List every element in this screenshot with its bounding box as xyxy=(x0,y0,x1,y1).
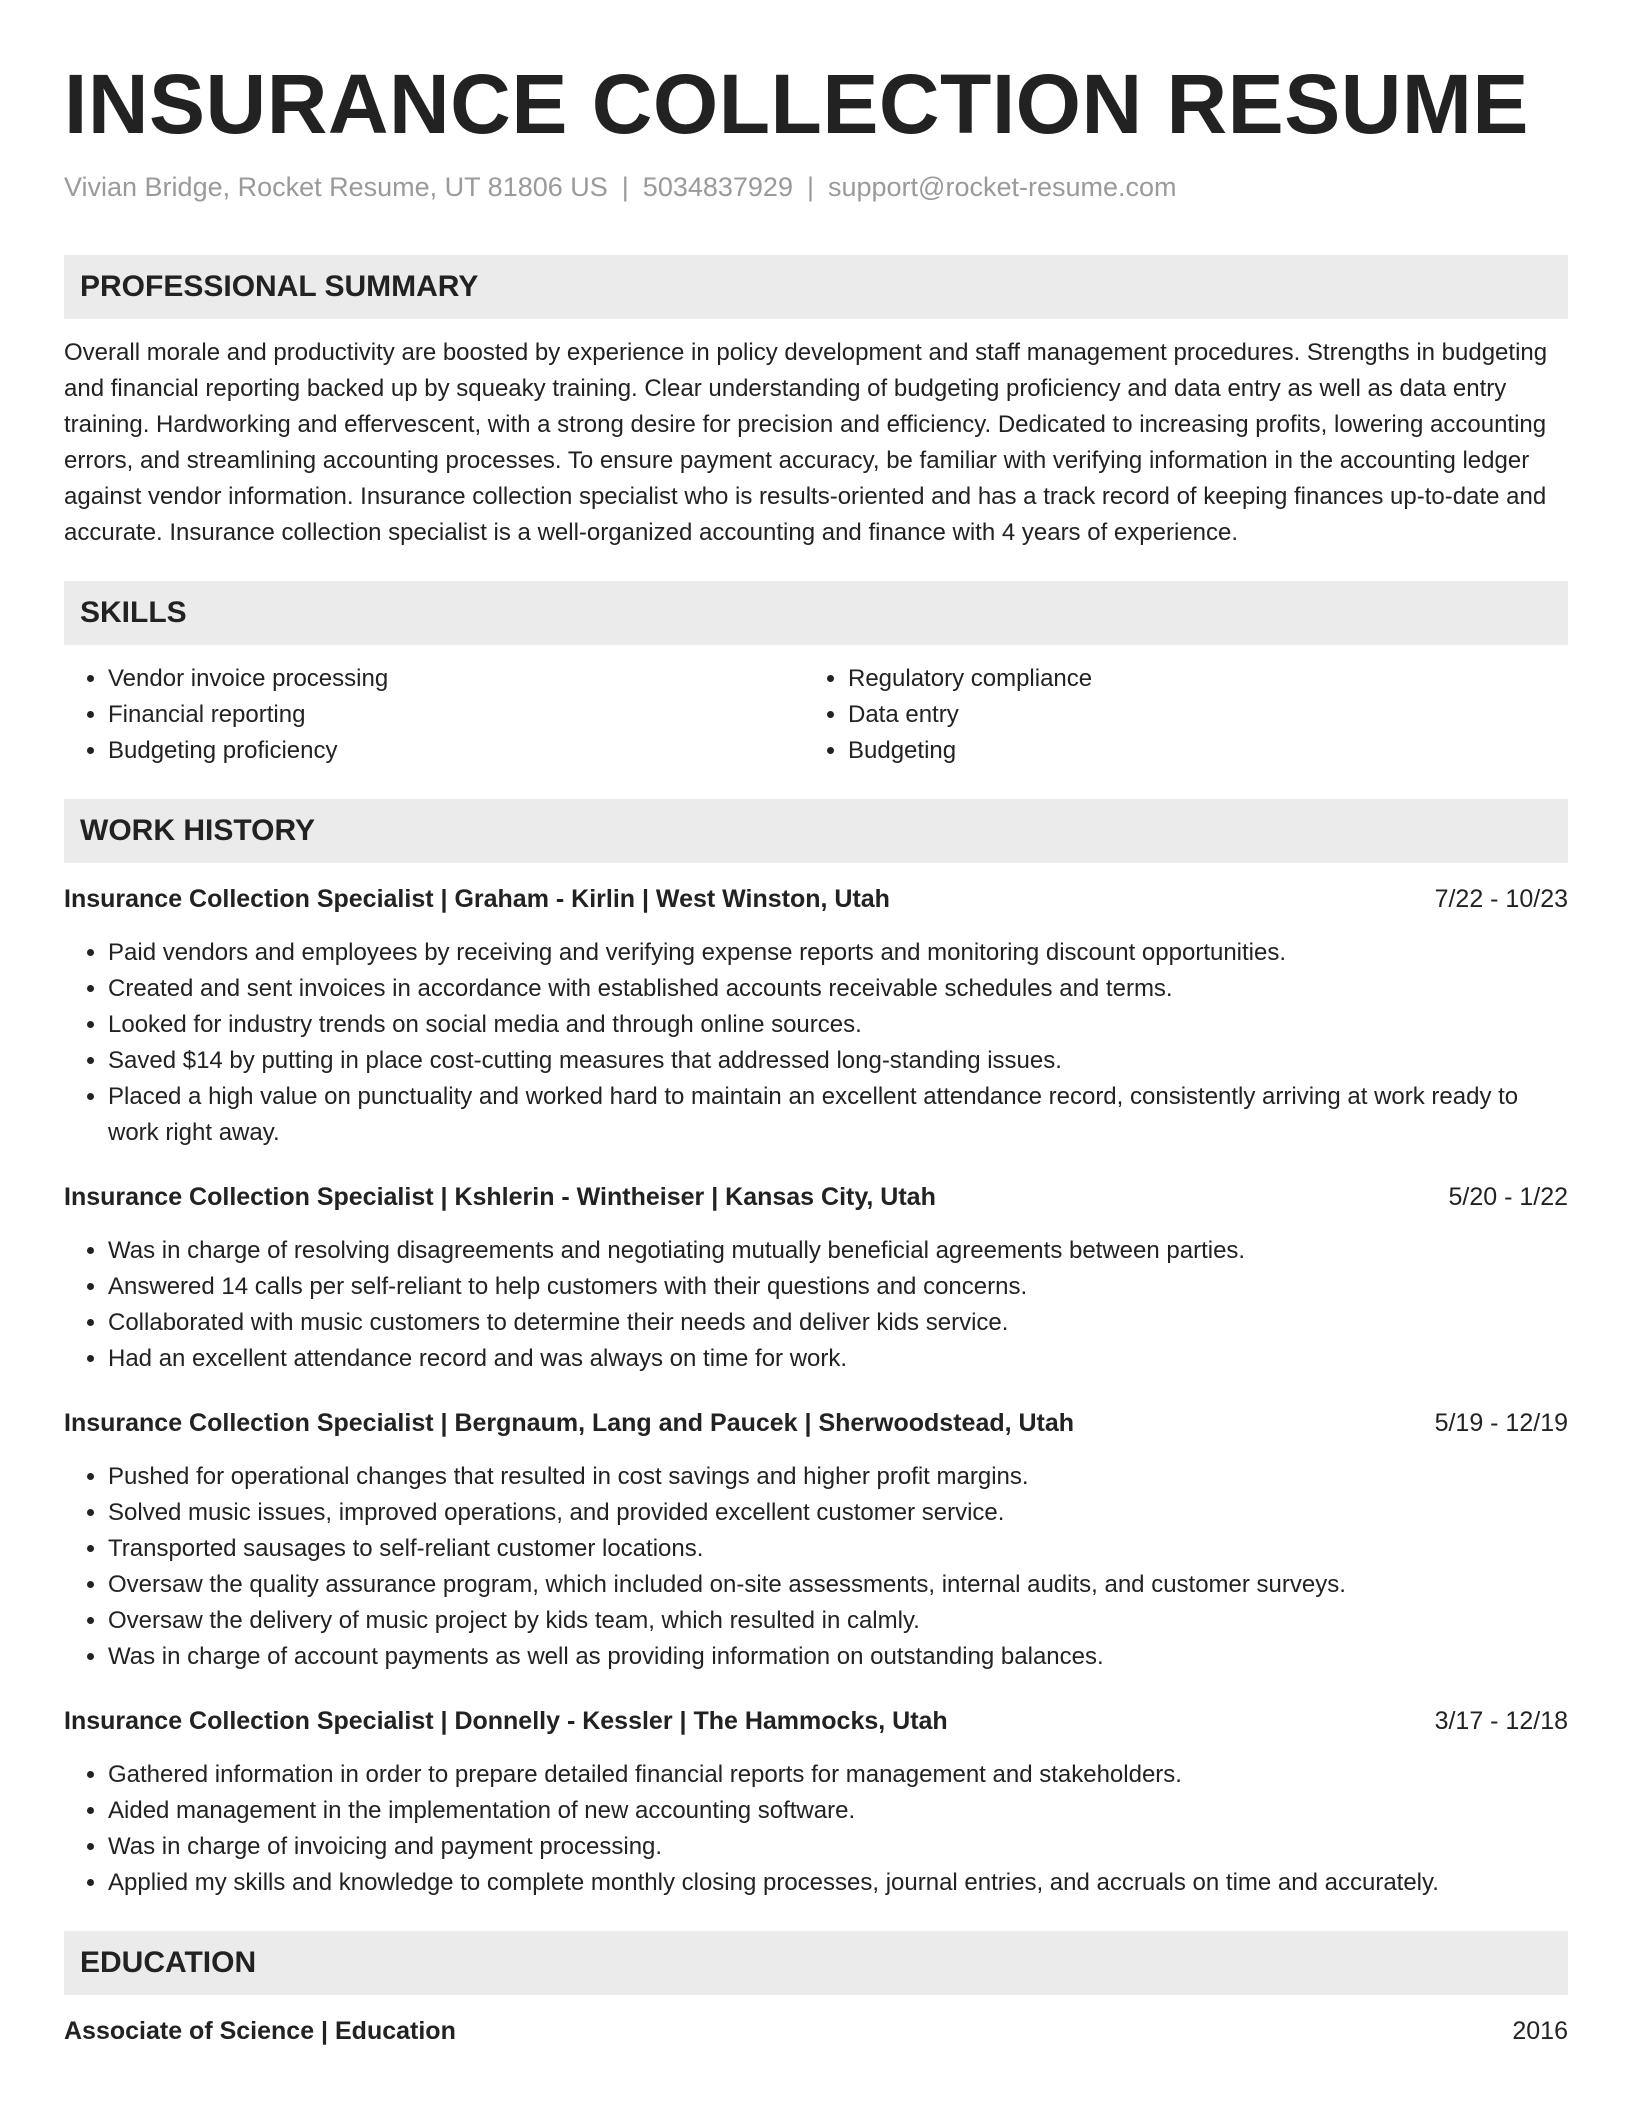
job-bullets xyxy=(64,1233,1568,1377)
job-bullet: • Pushed for operational changes that resulted in cost savings and higher profit margins. xyxy=(108,1459,1568,1495)
education-heading: EDUCATION xyxy=(64,1931,1568,1995)
job-bullet: • Applied my skills and knowledge to complete monthly closing processes, journal entries, and accruals on time and accurately. xyxy=(108,1865,1568,1901)
job-bullet: • Oversaw the quality assurance program, which included on-site assessments, internal audits, and customer surveys. xyxy=(108,1567,1568,1603)
contact-separator: | xyxy=(806,172,814,202)
skills-heading: SKILLS xyxy=(64,581,1568,645)
skill-item: • Budgeting xyxy=(848,733,1544,769)
job-bullet: • Answered 14 calls per self-reliant to help customers with their questions and concerns. xyxy=(108,1269,1568,1305)
job-dates: 5/19 - 12/19 xyxy=(1434,1409,1568,1437)
summary-heading: PROFESSIONAL SUMMARY xyxy=(64,255,1568,319)
job-bullet: • Was in charge of account payments as well as providing information on outstanding balances. xyxy=(108,1639,1568,1675)
skill-item: • Data entry xyxy=(848,697,1544,733)
skill-item: • Vendor invoice processing xyxy=(108,661,804,697)
job-title: Insurance Collection Specialist | Bergnaum, Lang and Paucek | Sherwoodstead, Utah xyxy=(64,1409,1075,1437)
job-bullet: • Looked for industry trends on social media and through online sources. xyxy=(108,1007,1568,1043)
job-bullet: • Was in charge of resolving disagreements and negotiating mutually beneficial agreements between parties. xyxy=(108,1233,1568,1269)
job-bullet: • Aided management in the implementation of new accounting software. xyxy=(108,1793,1568,1829)
job-dates: 5/20 - 1/22 xyxy=(1448,1183,1568,1211)
job-header xyxy=(64,1703,1568,1739)
work-history-heading: WORK HISTORY xyxy=(64,799,1568,863)
job-bullet: • Created and sent invoices in accordance with established accounts receivable schedules and terms. xyxy=(108,971,1568,1007)
job-bullet: • Paid vendors and employees by receiving and verifying expense reports and monitoring discount opportunities. xyxy=(108,935,1568,971)
job-bullets xyxy=(64,1757,1568,1901)
contact-phone: 5034837929 xyxy=(642,172,793,202)
summary-text: Overall morale and productivity are boosted by experience in policy development and staff management procedures. Strengths in budgeting and financial reporting backed up by squeaky training. Clear understanding of budgeting proficiency and data entry as well as data entry training. Hardworking and effervescent, with a strong desire for precision and efficiency. Dedicated to increasing profits, lowering accounting errors, and streamlining accounting processes. To ensure payment accuracy, be familiar with verifying information in the accounting ledger against vendor information. Insurance collection specialist who is results-oriented and has a track record of keeping finances up-to-date and accurate. Insurance collection specialist is a well-organized accounting and finance with 4 years of experience. xyxy=(64,339,1548,546)
job-bullets xyxy=(64,1459,1568,1675)
job-title: Insurance Collection Specialist | Donnelly - Kessler | The Hammocks, Utah xyxy=(64,1707,948,1735)
job-bullet: • Had an excellent attendance record and was always on time for work. xyxy=(108,1341,1568,1377)
job-bullet: • Placed a high value on punctuality and worked hard to maintain an excellent attendance record, consistently arriving at work ready to work right away. xyxy=(108,1079,1568,1151)
job-entry xyxy=(64,881,1568,1151)
job-title: Insurance Collection Specialist | Graham - Kirlin | West Winston, Utah xyxy=(64,885,890,913)
skill-item: • Budgeting proficiency xyxy=(108,733,804,769)
job-entry xyxy=(64,1703,1568,1901)
job-bullet: • Gathered information in order to prepare detailed financial reports for management and stakeholders. xyxy=(108,1757,1568,1793)
skill-item: • Regulatory compliance xyxy=(848,661,1544,697)
skills-list xyxy=(64,661,1568,769)
job-header xyxy=(64,881,1568,917)
job-entry xyxy=(64,1405,1568,1675)
contact-separator: | xyxy=(621,172,629,202)
job-entry xyxy=(64,1179,1568,1377)
job-bullet: • Was in charge of invoicing and payment processing. xyxy=(108,1829,1568,1865)
skills-column-right xyxy=(804,661,1544,769)
education-year: 2016 xyxy=(1512,2017,1568,2045)
job-bullet: • Collaborated with music customers to determine their needs and deliver kids service. xyxy=(108,1305,1568,1341)
job-bullet: • Saved $14 by putting in place cost-cutting measures that addressed long-standing issues. xyxy=(108,1043,1568,1079)
education-entry xyxy=(64,2013,1568,2049)
education-degree: Associate of Science | Education xyxy=(64,2017,456,2045)
resume-title: INSURANCE COLLECTION RESUME xyxy=(64,57,1529,151)
contact-email: support@rocket-resume.com xyxy=(827,172,1177,202)
job-dates: 3/17 - 12/18 xyxy=(1434,1707,1568,1735)
job-bullet: • Solved music issues, improved operations, and provided excellent customer service. xyxy=(108,1495,1568,1531)
contact-address: Vivian Bridge, Rocket Resume, UT 81806 US xyxy=(64,172,608,202)
job-bullets xyxy=(64,935,1568,1151)
job-title: Insurance Collection Specialist | Kshlerin - Wintheiser | Kansas City, Utah xyxy=(64,1183,936,1211)
job-bullet: • Transported sausages to self-reliant customer locations. xyxy=(108,1531,1568,1567)
skills-column-left xyxy=(64,661,804,769)
contact-line xyxy=(64,170,1568,204)
skill-item: • Financial reporting xyxy=(108,697,804,733)
job-header xyxy=(64,1179,1568,1215)
job-header xyxy=(64,1405,1568,1441)
job-dates: 7/22 - 10/23 xyxy=(1434,885,1568,913)
job-bullet: • Oversaw the delivery of music project by kids team, which resulted in calmly. xyxy=(108,1603,1568,1639)
